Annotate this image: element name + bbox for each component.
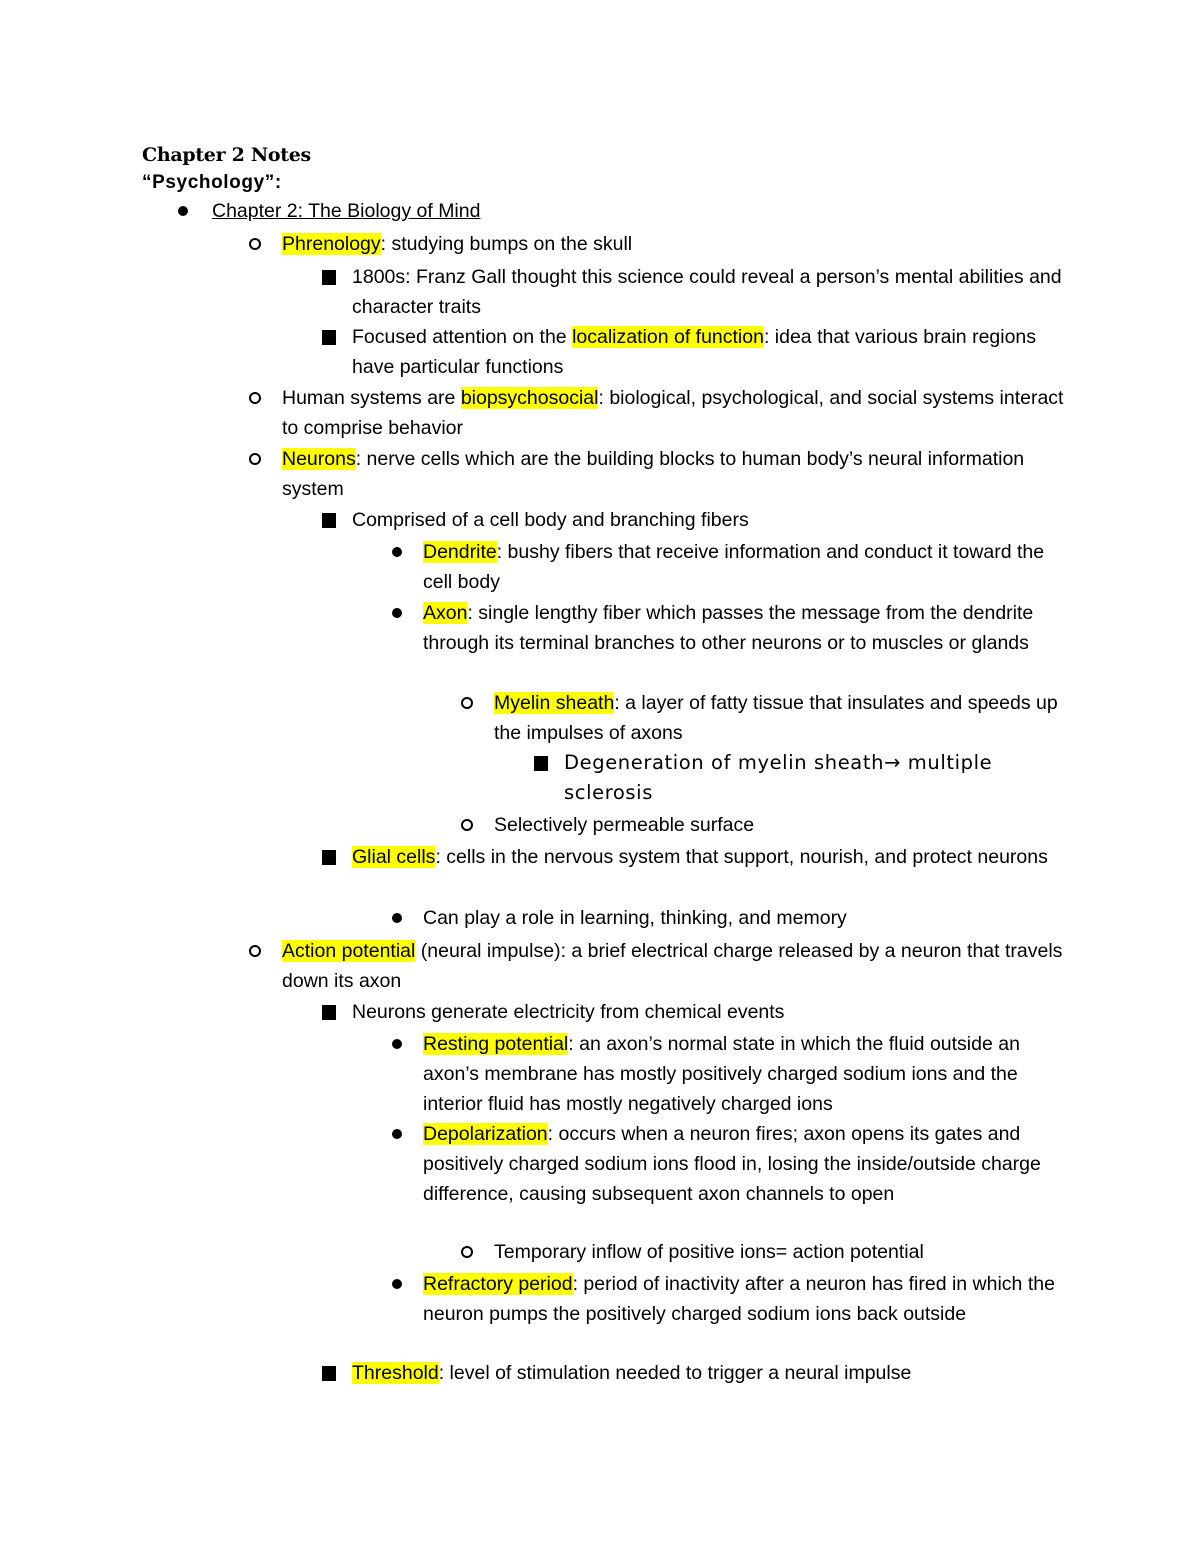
bullet-circle-icon [460,818,474,832]
list-item [282,229,1072,259]
item-text: Selectively permeable surface [494,814,755,836]
list-item [423,903,1073,933]
highlighted-term: Resting potential [423,1033,569,1055]
list-item [352,997,1072,1027]
bullet-square-icon [322,330,336,344]
list-item [423,1269,1073,1329]
item-text: : nerve cells which are the building blocks to human body’s neural information system [282,448,1025,500]
highlighted-term: localization of function [572,326,764,348]
list-item [423,598,1073,658]
item-text: Can play a role in learning, thinking, and memory [423,907,847,929]
highlighted-term: Depolarization [423,1123,548,1145]
highlighted-term: Myelin sheath [494,692,615,714]
item-text: : biological, psychological, and social systems interact to comprise behavior [282,387,1064,439]
bullet-circle-icon [248,944,262,958]
bullet-disc-icon [390,1127,404,1141]
item-text: Focused attention on the [352,326,573,348]
list-item [423,537,1073,597]
list-item [423,1029,1073,1119]
list-item [352,262,1072,322]
bullet-disc-icon [176,204,190,218]
item-text: Temporary inflow of positive ions= action potential [494,1241,924,1263]
bullet-square-icon [322,513,336,527]
highlighted-term: Glial cells [352,846,436,868]
bullet-square-icon [534,756,548,770]
highlighted-term: Phrenology [282,233,381,255]
highlighted-term: Action potential [282,940,416,962]
item-text: : bushy fibers that receive information and conduct it toward the cell body [423,541,1045,593]
highlighted-term: biopsychosocial [460,387,599,409]
document-subtitle: “Psychology”: [142,172,282,193]
list-item [423,1119,1073,1209]
item-text: Comprised of a cell body and branching fibers [352,509,749,531]
bullet-square-icon [322,1366,336,1380]
bullet-disc-icon [390,1277,404,1291]
item-text: : occurs when a neuron fires; axon opens its gates and positively charged sodium ions flood in, losing the inside/outside charge difference, causing subsequent axon channels to open [423,1123,1041,1205]
chapter-link[interactable]: Chapter 2: The Biology of Mind [212,200,481,222]
list-item [352,505,1072,535]
bullet-circle-icon [460,1245,474,1259]
list-item [494,688,1074,748]
list-item [352,1358,1072,1388]
item-text: : single lengthy fiber which passes the message from the dendrite through its terminal branches to other neurons or to muscles or glands [423,602,1034,654]
bullet-circle-icon [248,237,262,251]
bullet-disc-icon [390,911,404,925]
item-text: Degeneration of myelin sheath→ multiple sclerosis [564,751,993,804]
item-text: Neurons generate electricity from chemical events [352,1001,785,1023]
document-title: Chapter 2 Notes [142,144,311,166]
list-item [282,383,1072,443]
list-item [494,810,1074,840]
highlighted-term: Axon [423,602,468,624]
list-item [564,748,1074,808]
list-item [212,196,1072,226]
item-text: : cells in the nervous system that support, nourish, and protect neurons [435,846,1048,868]
item-text: : an axon’s normal state in which the fluid outside an axon’s membrane has mostly positively charged sodium ions and the interior fluid has mostly negatively charged ions [423,1033,1020,1115]
bullet-disc-icon [390,1037,404,1051]
bullet-circle-icon [248,391,262,405]
item-text: : level of stimulation needed to trigger a neural impulse [438,1362,912,1384]
list-item [282,444,1072,504]
list-item [352,322,1072,382]
bullet-square-icon [322,1005,336,1019]
bullet-square-icon [322,270,336,284]
list-item [282,936,1072,996]
item-text: : period of inactivity after a neuron has fired in which the neuron pumps the positively charged sodium ions back outside [423,1273,1055,1325]
item-text: 1800s: Franz Gall thought this science could reveal a person’s mental abilities and character traits [352,266,1062,318]
bullet-circle-icon [460,696,474,710]
bullet-circle-icon [248,452,262,466]
bullet-disc-icon [390,545,404,559]
highlighted-term: Neurons [282,448,356,470]
bullet-disc-icon [390,606,404,620]
highlighted-term: Threshold [352,1362,439,1384]
item-text: : studying bumps on the skull [380,233,633,255]
bullet-square-icon [322,850,336,864]
highlighted-term: Dendrite [423,541,497,563]
highlighted-term: Refractory period [423,1273,573,1295]
item-text: Human systems are [282,387,461,409]
item-text: : a layer of fatty tissue that insulates and speeds up the impulses of axons [494,692,1058,744]
list-item [352,842,1072,872]
list-item [494,1237,1074,1267]
item-text: : idea that various brain regions have particular functions [352,326,1037,378]
item-text: (neural impulse): a brief electrical charge released by a neuron that travels down its axon [282,940,1063,992]
